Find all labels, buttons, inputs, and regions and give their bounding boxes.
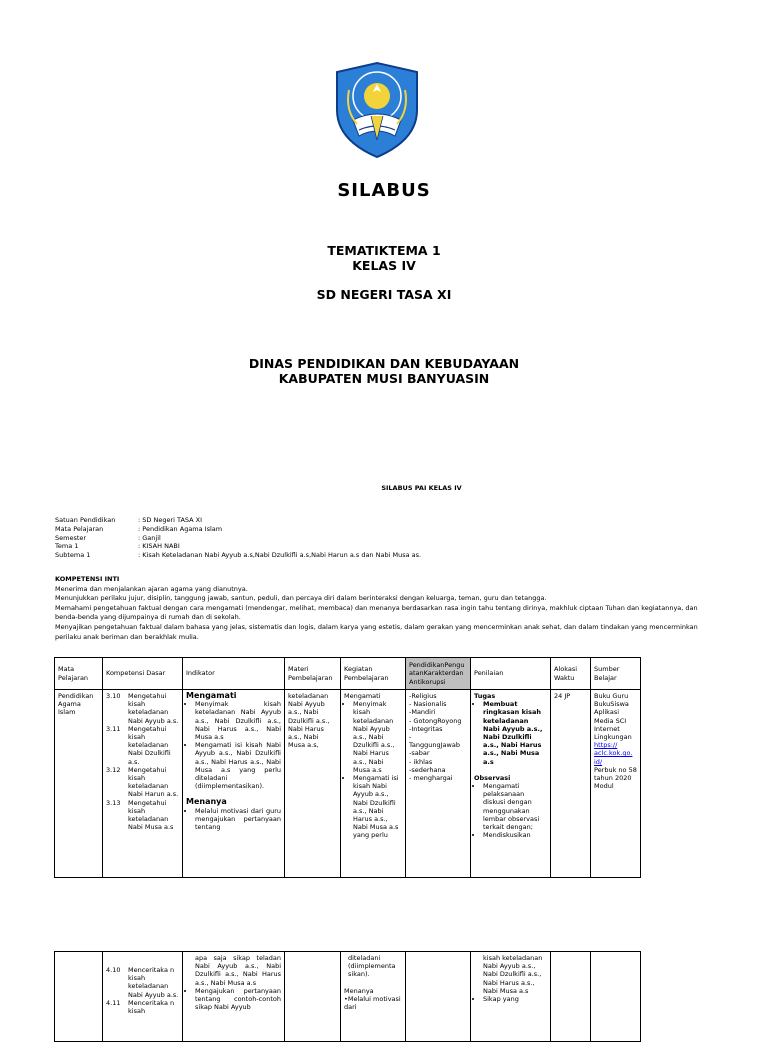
col-header: Indikator <box>183 658 285 690</box>
kegiatan-item: • Menyimak kisah keteladanan Nabi Ayyub a.s., Nabi Dzulkifli a.s., Nabi Harus a.s., Nabi Musa a.s <box>353 700 402 774</box>
dinas-line-2: KABUPATEN MUSI BANYUASIN <box>278 371 490 386</box>
penilaian-text: kisah keteladanan Nabi Ayyub a.s., Nabi Dzulkifli a.s., Nabi Harus a.s., Nabi Musa a.s <box>483 954 543 995</box>
info-key: Tema 1 <box>55 542 79 551</box>
karakter-item: -sabar <box>409 749 430 758</box>
indikator-item: • Melalui motivasi dari guru mengajukan pertanyaan tentang <box>195 807 281 832</box>
col-header: PendidikanPenguatanKarakterdanAntikorupsi <box>406 658 471 690</box>
info-key: Subtema 1 <box>55 551 91 560</box>
karakter-cell <box>406 690 471 878</box>
col-header: Kegiatan Pembelajaran <box>341 658 406 690</box>
materi-cell: keteladanan Nabi Ayyub a.s., Nabi Dzulkifli a.s., Nabi Harus a.s., Nabi Musa a.s, <box>285 690 341 878</box>
kd-number: 4.11 <box>106 998 121 1007</box>
kd-cell <box>103 690 183 878</box>
table-header-row <box>55 658 641 690</box>
kd-cell <box>103 952 183 1042</box>
karakter-item: -Mandiri <box>409 708 436 717</box>
materi-cell <box>285 952 341 1042</box>
indikator-item: • Menyimak kisah keteladanan Nabi Ayyub a.s., Nabi Dzulkifli a.s., Nabi Harus a.s., Nabi Musa a.s <box>195 700 281 741</box>
info-value: : SD Negeri TASA XI <box>138 516 203 524</box>
karakter-item: -Religius <box>409 692 437 700</box>
penilaian-cell <box>471 952 551 1042</box>
info-key: Satuan Pendidikan <box>55 516 116 524</box>
kd-number: 3.12 <box>106 765 121 774</box>
kegiatan-text: •Melalui motivasi dari <box>344 994 401 1012</box>
sumber-text: Perbuk no 58 tahun 2020 Modul <box>594 765 637 791</box>
info-key: Semester <box>55 533 87 542</box>
sumber-text: Buku Guru BukuSiswa Aplikasi Media SCI Internet Lingkungan <box>594 692 632 742</box>
karakter-item: - <box>409 733 412 742</box>
kd-text: Mengetahui kisah keteladanan Nabi Musa a.s <box>128 798 174 832</box>
col-header: Materi Pembelajaran <box>285 658 341 690</box>
penilaian-item: • Membuat ringkasan kisah keteladanan Nabi Ayyub a.s., Nabi Dzulkifli a.s., Nabi Harus a.s., Nabi Musa a.s <box>483 700 547 766</box>
karakter-item: - GotongRoyong <box>409 716 462 725</box>
ki-line: Memahami pengetahuan faktual dengan cara mengamati (mendengar, melihat, membaca) dan menanya berdasarkan rasa ingin tahu tentang dirinya, makhluk ciptaan Tuhan dan kegiatannya, dan benda-benda yang dijumpainya di rumah dan di sekolah. <box>55 603 698 622</box>
info-value: : Pendidikan Agama Islam <box>138 524 223 533</box>
ki-line: Menyajikan pengetahuan faktual dalam bahasa yang jelas, sistematis dan logis, dalam karya yang estetis, dalam gerakan yang mencerminkan anak sehat, dan dalam tindakan yang mencerminkan perilaku anak beriman dan berakhlak mulia. <box>55 622 698 641</box>
penilaian-item: • Mendiskusikan <box>483 831 547 839</box>
info-value: : Kisah Keteladanan Nabi Ayyub a.s,Nabi Dzulkifli a.s,Nabi Harun a.s dan Nabi Musa as. <box>138 551 422 560</box>
kd-text: Menceritaka n kisah <box>128 998 175 1016</box>
silabus-table <box>54 657 641 878</box>
sumber-cell <box>591 690 641 878</box>
tema-label: TEMATIKTEMA 1 <box>327 243 441 258</box>
karakter-item: - ikhlas <box>409 757 433 766</box>
mapel-cell <box>55 952 103 1042</box>
col-header: Mata Pelajaran <box>55 658 103 690</box>
ki-heading: KOMPETENSI INTI <box>55 575 120 583</box>
indikator-heading: Mengamati <box>186 691 237 700</box>
karakter-item: TanggungJawab <box>409 741 460 750</box>
indikator-cell <box>183 952 285 1042</box>
col-header: Sumber Belajar <box>591 658 641 690</box>
col-header: Kompetensi Dasar <box>103 658 183 690</box>
karakter-item: -Integritas <box>409 724 443 733</box>
kelas-label: KELAS IV <box>352 258 416 273</box>
document-title: SILABUS <box>337 180 431 201</box>
col-header: Alokasi Waktu <box>551 658 591 690</box>
kegiatan-item: • Mengamati isi kisah Nabi Ayyub a.s., Nabi Dzulkifli a.s., Nabi Harus a.s., Nabi Musa a.s yang perlu <box>353 774 402 840</box>
tema-kelas <box>0 243 768 273</box>
ki-line: Menunjukkan perilaku jujur, disiplin, tanggung jawab, santun, peduli, dan percaya diri dalam berinteraksi dengan keluarga, teman, guru dan tetangga. <box>55 594 547 603</box>
indikator-item: • Mengajukan pertanyaan tentang contoh-contoh sikap Nabi Ayyub <box>195 987 281 1012</box>
silabus-label: SILABUS PAI KELAS IV <box>381 484 462 492</box>
indikator-heading: Menanya <box>186 797 227 807</box>
penilaian-heading: Observasi <box>474 773 511 782</box>
karakter-item: - menghargai <box>409 774 453 783</box>
kd-number: 3.11 <box>106 724 121 733</box>
kegiatan-text: diteladani (diimplementa sikan). <box>348 954 396 979</box>
penilaian-item: • Sikap yang <box>483 995 547 1003</box>
kd-text: Mengetahui kisah keteladanan Nabi Ayyub a.s. <box>128 692 179 725</box>
info-value: : Ganjil <box>138 533 161 542</box>
info-key: Mata Pelajaran <box>55 524 104 533</box>
alokasi-cell <box>551 952 591 1042</box>
identity-block <box>55 516 421 560</box>
indikator-item: • Mengamati isi kisah Nabi Ayyub a.s., Nabi Dzulkifli a.s., Nabi Harus a.s., Nabi Musa a.s yang perlu diteladani (diimplementasikan). <box>195 741 281 790</box>
kd-number: 3.13 <box>106 798 121 807</box>
penilaian-heading: Tugas <box>474 692 496 700</box>
kegiatan-cell <box>341 690 406 878</box>
indikator-cell <box>183 690 285 878</box>
school-name: SD NEGERI TASA XI <box>316 287 452 302</box>
karakter-item: -sederhana <box>409 765 446 774</box>
karakter-item: - Nasionalis <box>409 700 447 709</box>
kd-text: Mengetahui kisah keteladanan Nabi Dzulkifli a.s. <box>128 724 171 766</box>
alokasi-cell: 24 JP <box>551 690 591 878</box>
kd-text: Menceritaka n kisah keteladanan Nabi Ayyub a.s. <box>128 966 179 999</box>
kd-text: Mengetahui kisah keteladanan Nabi Harun a.s. <box>128 765 179 799</box>
mapel-cell: Pendidikan Agama Islam <box>55 690 103 878</box>
kegiatan-heading: Menanya <box>344 986 374 995</box>
kd-number: 3.10 <box>106 692 121 700</box>
info-value: : KISAH NABI <box>138 542 180 551</box>
col-header: Penilaian <box>471 658 551 690</box>
dinas-line-1: DINAS PENDIDIKAN DAN KEBUDAYAAN <box>248 356 520 371</box>
indikator-text: apa saja sikap teladan Nabi Ayyub a.s., Nabi Dzulkifli a.s., Nabi Harus a.s., Nabi Musa a.s <box>195 954 281 987</box>
sumber-link[interactable]: https:// aclc.kok.go. id/ <box>594 741 633 766</box>
kompetensi-inti <box>55 575 715 642</box>
tut-wuri-handayani-logo <box>331 60 423 160</box>
penilaian-cell <box>471 690 551 878</box>
kegiatan-cell <box>341 952 406 1042</box>
sumber-cell <box>591 952 641 1042</box>
ki-line: Menerima dan menjalankan ajaran agama yang dianutnya. <box>55 584 248 593</box>
karakter-cell <box>406 952 471 1042</box>
silabus-table-continued <box>54 951 641 1042</box>
table-row <box>55 690 641 878</box>
table-row <box>55 952 641 1042</box>
kd-number: 4.10 <box>106 966 121 974</box>
dinas-block <box>0 356 768 386</box>
kegiatan-heading: Mengamati <box>344 692 381 700</box>
penilaian-item: • Mengamati pelaksanaan diskusi dengan menggunakan lembar observasi terkait dengan; <box>483 782 547 831</box>
